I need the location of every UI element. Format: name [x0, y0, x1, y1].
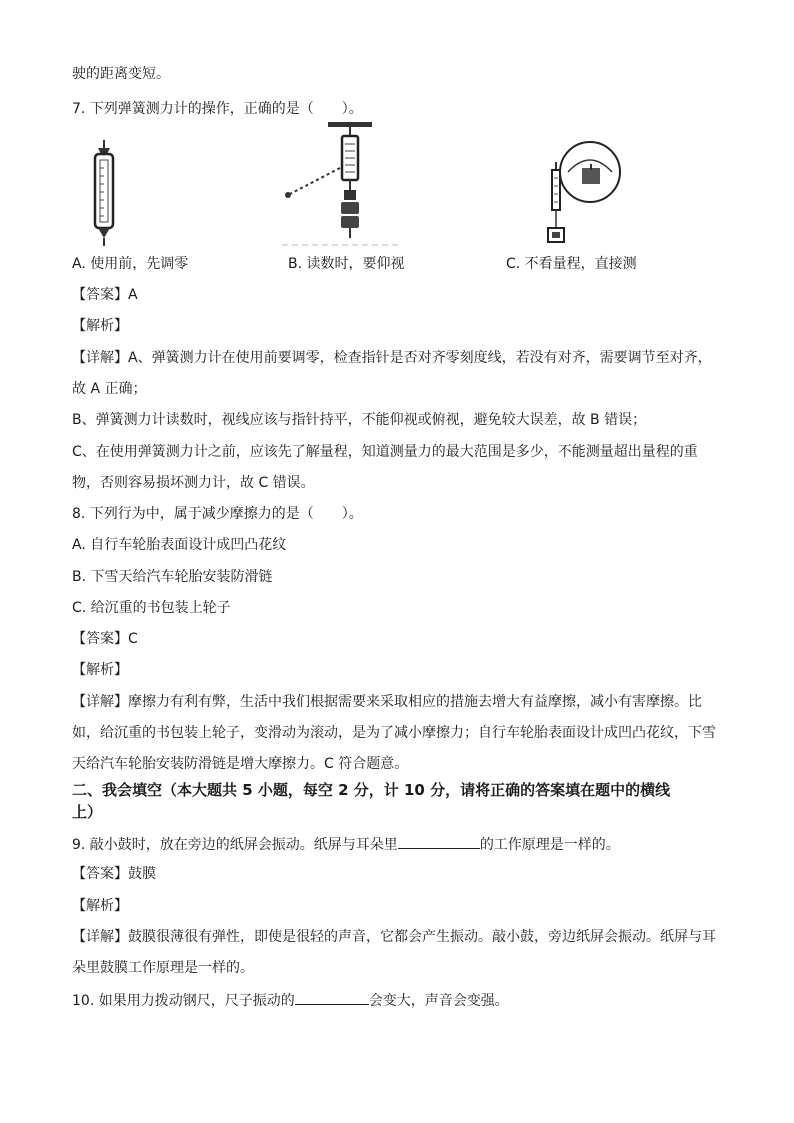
analysis-label-8: 【解析】: [72, 662, 128, 678]
answer-blank-9[interactable]: [398, 833, 480, 849]
detail-9-line-2: 朵里鼓膜工作原理是一样的。: [72, 960, 254, 976]
option-7c: C. 不看量程，直接测: [506, 256, 637, 272]
detail-7-line-3: B、弹簧测力计读数时，视线应该与指针持平，不能仰视或俯视，避免较大误差，故 B 错误；: [72, 412, 647, 428]
figure-7c-spring-scale-overload: [538, 140, 634, 248]
question-10-text: 10. 如果用力拨动钢尺，尺子振动的: [72, 993, 295, 1009]
section-2-heading-cont: 上）: [72, 803, 103, 821]
option-7b: B. 读数时，要仰视: [288, 256, 405, 272]
detail-7-line-1: 【详解】A、弹簧测力计在使用前要调零，检查指针是否对齐零刻度线，若没有对齐，需要调节至对齐，: [72, 350, 712, 366]
question-10-text-end: 会变大，声音会变强。: [368, 993, 509, 1009]
figure-7a-spring-scale: [84, 138, 124, 250]
detail-8-line-1: 【详解】摩擦力有利有弊，生活中我们根据需要来采取相应的措施去增大有益摩擦，减小有害摩擦。比: [72, 694, 702, 710]
figure-7b-spring-scale-reading: [282, 120, 402, 250]
answer-9: 【答案】鼓膜: [72, 866, 156, 882]
option-7a: A. 使用前，先调零: [72, 256, 189, 272]
question-9: [72, 833, 620, 855]
detail-8-line-2: 如，给沉重的书包装上轮子，变滑动为滚动，是为了减小摩擦力；自行车轮胎表面设计成凹凸花纹，下雪: [72, 725, 716, 741]
answer-8: 【答案】C: [72, 631, 138, 647]
question-9-text-end: 的工作原理是一样的。: [479, 837, 620, 853]
option-8a: A. 自行车轮胎表面设计成凹凸花纹: [72, 537, 287, 553]
question-8: 8. 下列行为中，属于减少摩擦力的是（ ）。: [72, 506, 363, 522]
question-7: 7. 下列弹簧测力计的操作，正确的是（ ）。: [72, 101, 363, 117]
question-9-text: 9. 敲小鼓时，放在旁边的纸屏会振动。纸屏与耳朵里: [72, 837, 398, 853]
answer-blank-10[interactable]: [295, 989, 369, 1005]
detail-9-line-1: 【详解】鼓膜很薄很有弹性，即使是很轻的声音，它都会产生振动。敲小鼓，旁边纸屏会振动。纸屏与耳: [72, 929, 716, 945]
analysis-label-7: 【解析】: [72, 318, 128, 334]
detail-7-line-2: 故 A 正确；: [72, 381, 147, 397]
detail-7-line-5: 物，否则容易损坏测力计，故 C 错误。: [72, 475, 315, 491]
answer-7: 【答案】A: [72, 287, 138, 303]
option-8c: C. 给沉重的书包装上轮子: [72, 600, 231, 616]
text-line: 驶的距离变短。: [72, 66, 170, 82]
detail-8-line-3: 天给汽车轮胎安装防滑链是增大摩擦力。C 符合题意。: [72, 756, 409, 772]
analysis-label-9: 【解析】: [72, 898, 128, 914]
section-2-heading: 二、我会填空（本大题共 5 小题，每空 2 分，计 10 分，请将正确的答案填在题中的横线: [72, 781, 671, 799]
detail-7-line-4: C、在使用弹簧测力计之前，应该先了解量程，知道测量力的最大范围是多少，不能测量超出量程的重: [72, 444, 698, 460]
option-8b: B. 下雪天给汽车轮胎安装防滑链: [72, 569, 273, 585]
question-10: [72, 989, 509, 1011]
